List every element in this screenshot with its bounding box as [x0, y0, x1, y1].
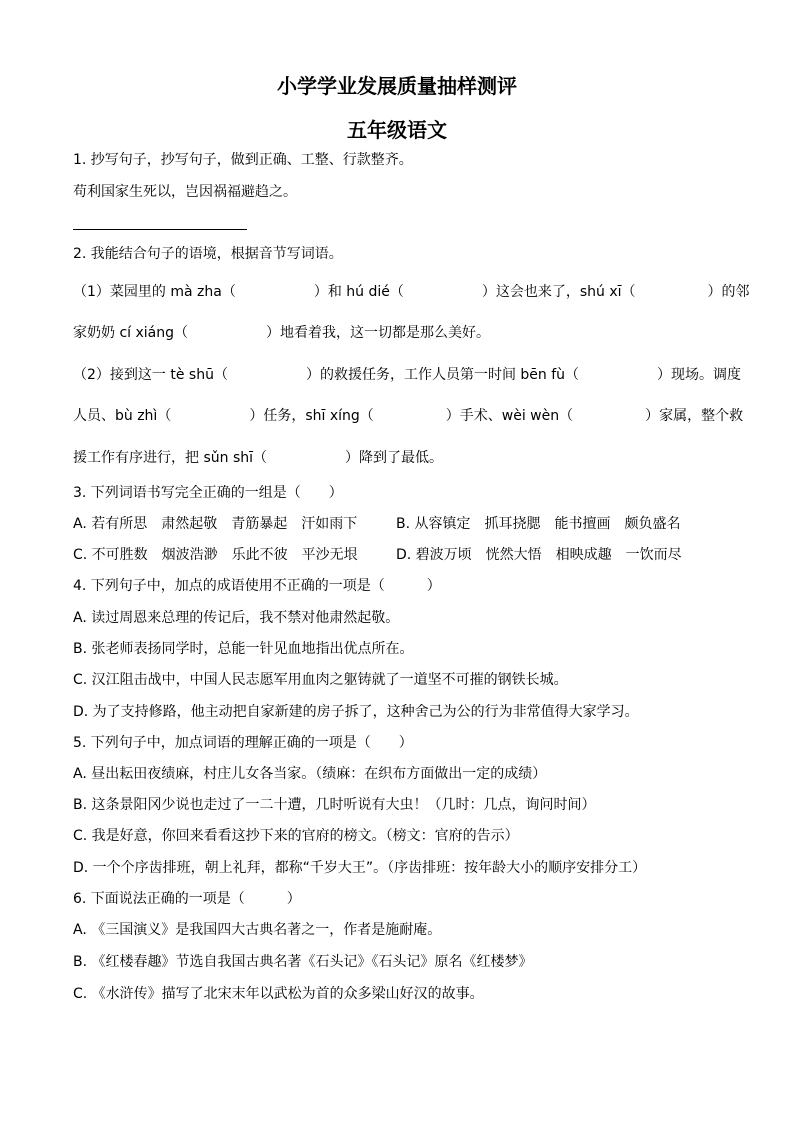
q2-p1-line2	[73, 324, 490, 342]
q2-p2-l2-c: ）手术、wèi wèn（	[445, 408, 574, 424]
q5-option-c[interactable]: C. 我是好意，你回来看看这抄下来的官府的榜文。（榜文：官府的告示）	[73, 828, 519, 844]
q4-option-b[interactable]: B. 张老师表扬同学时，总能一针见血地指出优点所在。	[73, 641, 414, 657]
q2-p1-l2-b: ）地看着我，这一切都是那么美好。	[266, 325, 491, 341]
q1-stem: 1. 抄写句子，抄写句子，做到正确、工整、行款整齐。	[73, 152, 413, 168]
q2-p2-line1	[73, 366, 741, 384]
q5-option-b[interactable]: B. 这条景阳冈少说也走过了一二十遭，几时听说有大虫！（几时：几点，询问时间）	[73, 797, 596, 813]
q1-answer-line[interactable]	[73, 229, 247, 230]
q4-option-a[interactable]: A. 读过周恩来总理的传记后，我不禁对他肃然起敬。	[73, 610, 400, 626]
q3-option-c[interactable]: C. 不可胜数 烟波浩渺 乐此不彼 平沙无垠	[73, 547, 358, 563]
q6-option-a[interactable]: A. 《三国演义》是我国四大古典名著之一，作者是施耐庵。	[73, 922, 442, 938]
q2-p2-l2-a: 人员、bù zhì（	[73, 408, 172, 424]
q2-p1-l2-a: 家奶奶 cí xiáng（	[73, 325, 189, 341]
q2-p2-l2-d: ）家属，整个救	[645, 408, 744, 424]
q4-option-d[interactable]: D. 为了支持修路，他主动把自家新建的房子拆了，这种舍己为公的行为非常值得大家学习。	[73, 704, 639, 720]
q2-p1-l1-b: ）和 hú dié（	[313, 284, 404, 300]
q5-stem: 5. 下列句子中，加点词语的理解正确的一项是（ ）	[73, 735, 413, 751]
q6-option-c[interactable]: C. 《水浒传》描写了北宋末年以武松为首的众多梁山好汉的故事。	[73, 986, 484, 1002]
q2-p2-line2	[73, 407, 743, 425]
q2-p2-line3	[73, 449, 443, 467]
q5-option-d[interactable]: D. 一个个序齿排班，朝上礼拜，都称“千岁大王”。（序齿排班：按年龄大小的顺序安排分工）	[73, 860, 647, 876]
q3-option-b[interactable]: B. 从容镇定 抓耳挠腮 能书擅画 颇负盛名	[396, 516, 681, 532]
q2-p2-l3-a: 援工作有序进行，把 sǔn shī（	[73, 450, 267, 466]
q2-p2-l3-b: ）降到了最低。	[345, 450, 443, 466]
q3-option-a[interactable]: A. 若有所思 肃然起敬 青筋暴起 汗如雨下	[73, 516, 358, 532]
q4-stem: 4. 下列句子中，加点的成语使用不正确的一项是（ ）	[73, 578, 441, 594]
q1-sentence: 苟利国家生死以，岂因祸福避趋之。	[73, 184, 297, 200]
q6-stem: 6. 下面说法正确的一项是（ ）	[73, 891, 301, 907]
q6-option-b[interactable]: B. 《红楼春趣》节选自我国古典名著《石头记》《石头记》原名《红楼梦》	[73, 954, 533, 970]
q2-stem: 2. 我能结合句子的语境，根据音节写词语。	[73, 246, 343, 262]
q4-option-c[interactable]: C. 汉江阻击战中，中国人民志愿军用血肉之躯铸就了一道坚不可摧的钢铁长城。	[73, 672, 568, 688]
q2-p1-line1	[73, 283, 750, 301]
exam-subtitle: 五年级语文	[347, 118, 447, 142]
exam-title: 小学学业发展质量抽样测评	[277, 74, 517, 98]
q2-p2-l2-b: ）任务，shī xíng（	[249, 408, 374, 424]
q5-option-a[interactable]: A. 昼出耘田夜绩麻，村庄儿女各当家。（绩麻：在织布方面做出一定的成绩）	[73, 766, 547, 782]
q2-p1-l1-c: ）这会也来了，shú xī（	[481, 284, 636, 300]
q3-stem: 3. 下列词语书写完全正确的一组是（ ）	[73, 485, 343, 501]
q2-p2-l1-b: ）的救援任务，工作人员第一时间 bēn fù（	[305, 367, 580, 383]
q2-p2-l1-c: ）现场。调度	[657, 367, 742, 383]
q2-p1-l1-d: ）的邻	[707, 284, 750, 300]
q2-p2-l1-a: （2）接到这一 tè shū（	[73, 367, 228, 383]
q2-p1-l1-a: （1）菜园里的 mà zha（	[73, 284, 236, 300]
q3-option-d[interactable]: D. 碧波万顷 恍然大悟 相映成趣 一饮而尽	[396, 547, 682, 563]
